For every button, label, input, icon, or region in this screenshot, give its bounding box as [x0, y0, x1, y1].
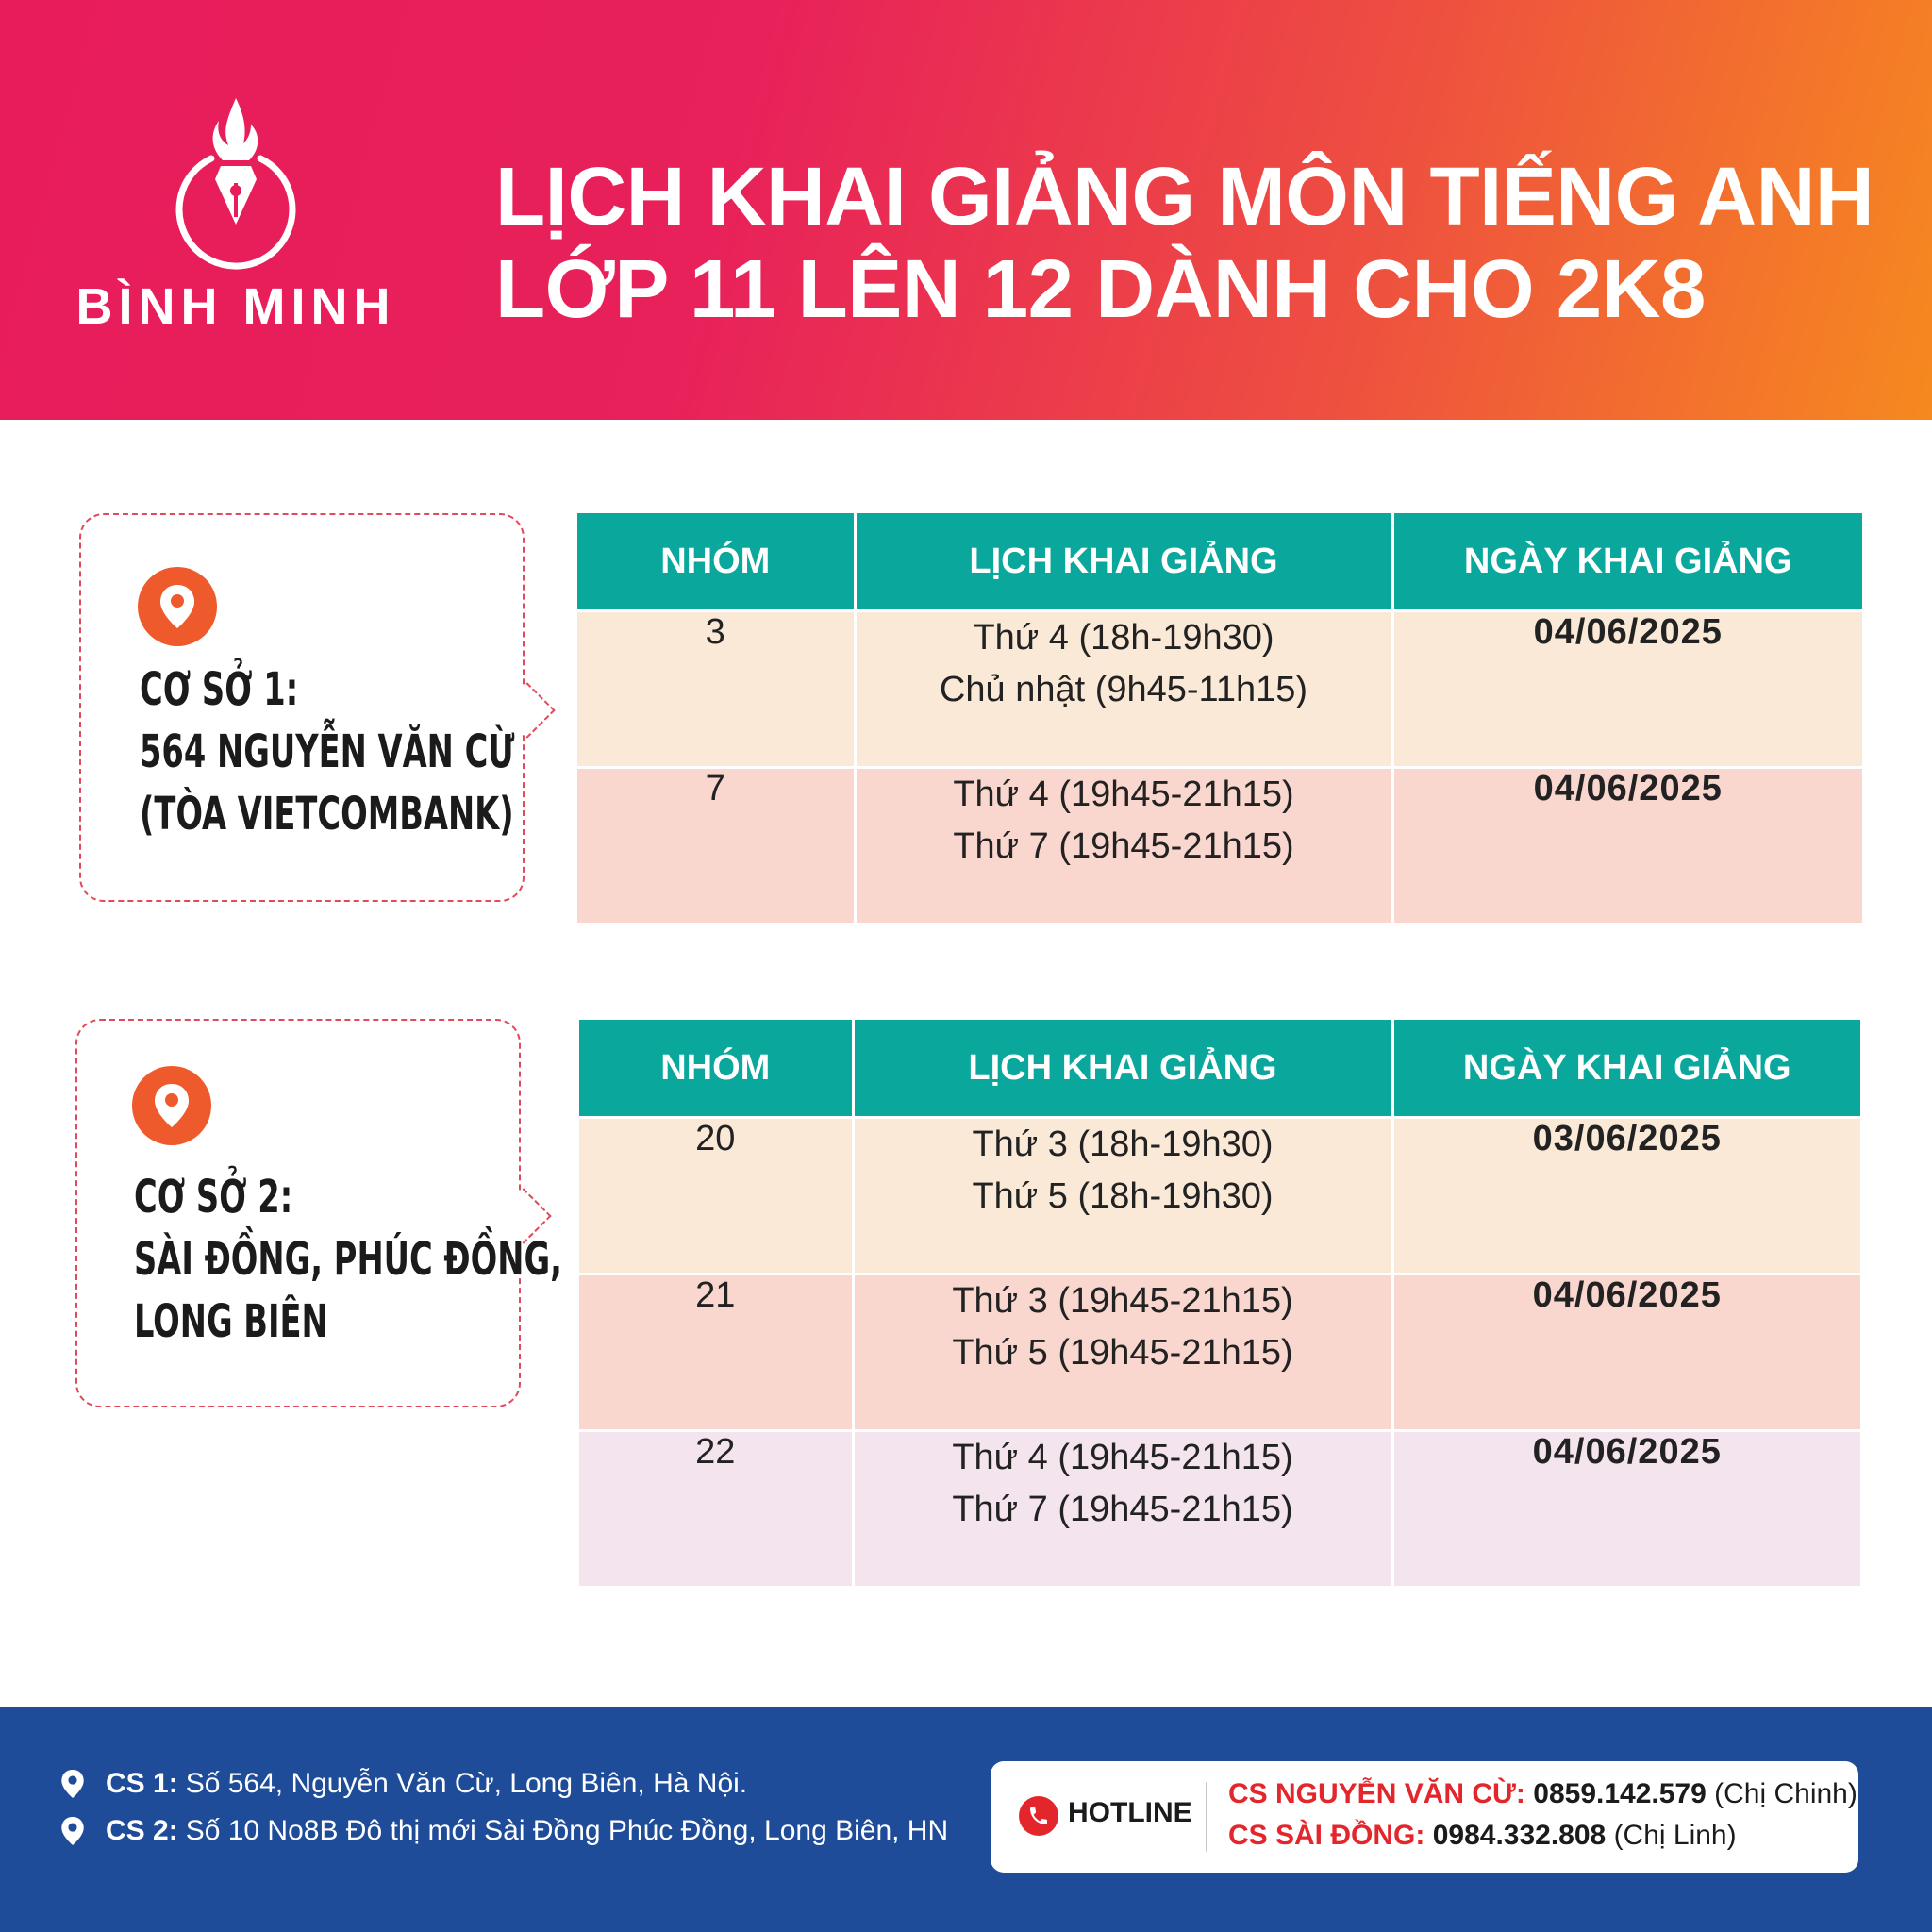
header-banner [0, 0, 1932, 420]
location-pin-icon [60, 1815, 85, 1847]
campus-2-schedule-table [579, 1020, 1860, 1586]
hotline-1-name: (Chị Chinh) [1714, 1778, 1857, 1809]
schedule-cell [855, 611, 1392, 768]
table-row [579, 1274, 1860, 1431]
schedule-line: Chủ nhật (9h45-11h15) [939, 670, 1308, 709]
table-row [579, 1431, 1860, 1587]
brand-logo [75, 92, 396, 338]
header-group: NHÓM [579, 1020, 853, 1118]
schedule-cell [853, 1274, 1392, 1431]
table-row [577, 611, 1862, 768]
schedule-line: Thứ 3 (19h45-21h15) [952, 1281, 1293, 1321]
address-2-text: Số 10 No8B Đô thị mới Sài Đồng Phúc Đồng, Long Biên, HN [185, 1815, 949, 1846]
brand-name: BÌNH MINH [75, 278, 396, 335]
group-cell: 7 [577, 768, 855, 924]
schedule-line: Thứ 5 (18h-19h30) [972, 1176, 1274, 1216]
hotline-2-number[interactable]: 0984.332.808 [1432, 1820, 1607, 1851]
date-cell: 04/06/2025 [1392, 1431, 1860, 1587]
divider [1206, 1782, 1208, 1852]
campus-1-label: CƠ SỞ 1: [140, 663, 299, 716]
table-header-row [579, 1020, 1860, 1118]
schedule-cell [853, 1431, 1392, 1587]
table-row [577, 768, 1862, 924]
pen-flame-icon [170, 92, 302, 272]
header-date: NGÀY KHAI GIẢNG [1392, 513, 1862, 611]
footer-address-2 [60, 1815, 948, 1847]
footer-bar [0, 1707, 1932, 1932]
schedule-line: Thứ 4 (19h45-21h15) [952, 1438, 1293, 1477]
address-1-text: Số 564, Nguyễn Văn Cừ, Long Biên, Hà Nội. [185, 1768, 748, 1799]
header-date: NGÀY KHAI GIẢNG [1392, 1020, 1860, 1118]
schedule-cell [853, 1118, 1392, 1274]
campus-1-address [140, 658, 514, 845]
schedule-line: Thứ 7 (19h45-21h15) [952, 1490, 1293, 1529]
page-title [495, 151, 1874, 336]
campus-2-district: LONG BIÊN [134, 1295, 328, 1348]
campus-1-street: 564 NGUYỄN VĂN CỪ [140, 725, 515, 778]
schedule-cell [855, 768, 1392, 924]
group-cell: 21 [579, 1274, 853, 1431]
hotline-2-name: (Chị Linh) [1613, 1820, 1737, 1851]
table-header-row [577, 513, 1862, 611]
footer-address-1 [60, 1768, 747, 1800]
campus-2-label: CƠ SỞ 2: [134, 1171, 293, 1224]
date-cell: 04/06/2025 [1392, 768, 1862, 924]
schedule-line: Thứ 4 (19h45-21h15) [953, 774, 1294, 814]
title-line-1: LỊCH KHAI GIẢNG MÔN TIẾNG ANH [495, 151, 1874, 242]
schedule-line: Thứ 3 (18h-19h30) [972, 1124, 1274, 1164]
schedule-line: Thứ 4 (18h-19h30) [973, 618, 1274, 658]
group-cell: 20 [579, 1118, 853, 1274]
address-2-key: CS 2: [106, 1815, 178, 1846]
campus-1-card [79, 513, 525, 902]
group-cell: 3 [577, 611, 855, 768]
location-pin-icon [138, 567, 217, 646]
location-pin-icon [60, 1768, 85, 1800]
header-schedule: LỊCH KHAI GIẢNG [855, 513, 1392, 611]
hotline-1-number[interactable]: 0859.142.579 [1533, 1778, 1707, 1809]
date-cell: 04/06/2025 [1392, 1274, 1860, 1431]
campus-1-building: (TÒA VIETCOMBANK) [140, 788, 514, 841]
hotline-1 [1228, 1778, 1857, 1810]
address-1-key: CS 1: [106, 1768, 178, 1799]
campus-2-card [75, 1019, 562, 1407]
campus-2-area: SÀI ĐỒNG, PHÚC ĐỒNG, [134, 1233, 562, 1286]
table-row [579, 1118, 1860, 1274]
date-cell: 04/06/2025 [1392, 611, 1862, 768]
schedule-line: Thứ 5 (19h45-21h15) [952, 1333, 1293, 1373]
phone-icon [1019, 1796, 1058, 1836]
hotline-box [991, 1761, 1858, 1873]
schedule-line: Thứ 7 (19h45-21h15) [953, 826, 1294, 866]
campus-1-schedule-table [577, 513, 1862, 923]
hotline-label: HOTLINE [1068, 1797, 1192, 1828]
hotline-2-key: CS SÀI ĐỒNG: [1228, 1820, 1425, 1851]
header-schedule: LỊCH KHAI GIẢNG [853, 1020, 1392, 1118]
title-line-2: LỚP 11 LÊN 12 DÀNH CHO 2K8 [495, 243, 1706, 335]
header-group: NHÓM [577, 513, 855, 611]
hotline-1-key: CS NGUYỄN VĂN CỪ: [1228, 1778, 1525, 1809]
location-pin-icon [132, 1066, 211, 1145]
group-cell: 22 [579, 1431, 853, 1587]
date-cell: 03/06/2025 [1392, 1118, 1860, 1274]
hotline-2 [1228, 1820, 1737, 1852]
campus-2-address [134, 1166, 562, 1353]
